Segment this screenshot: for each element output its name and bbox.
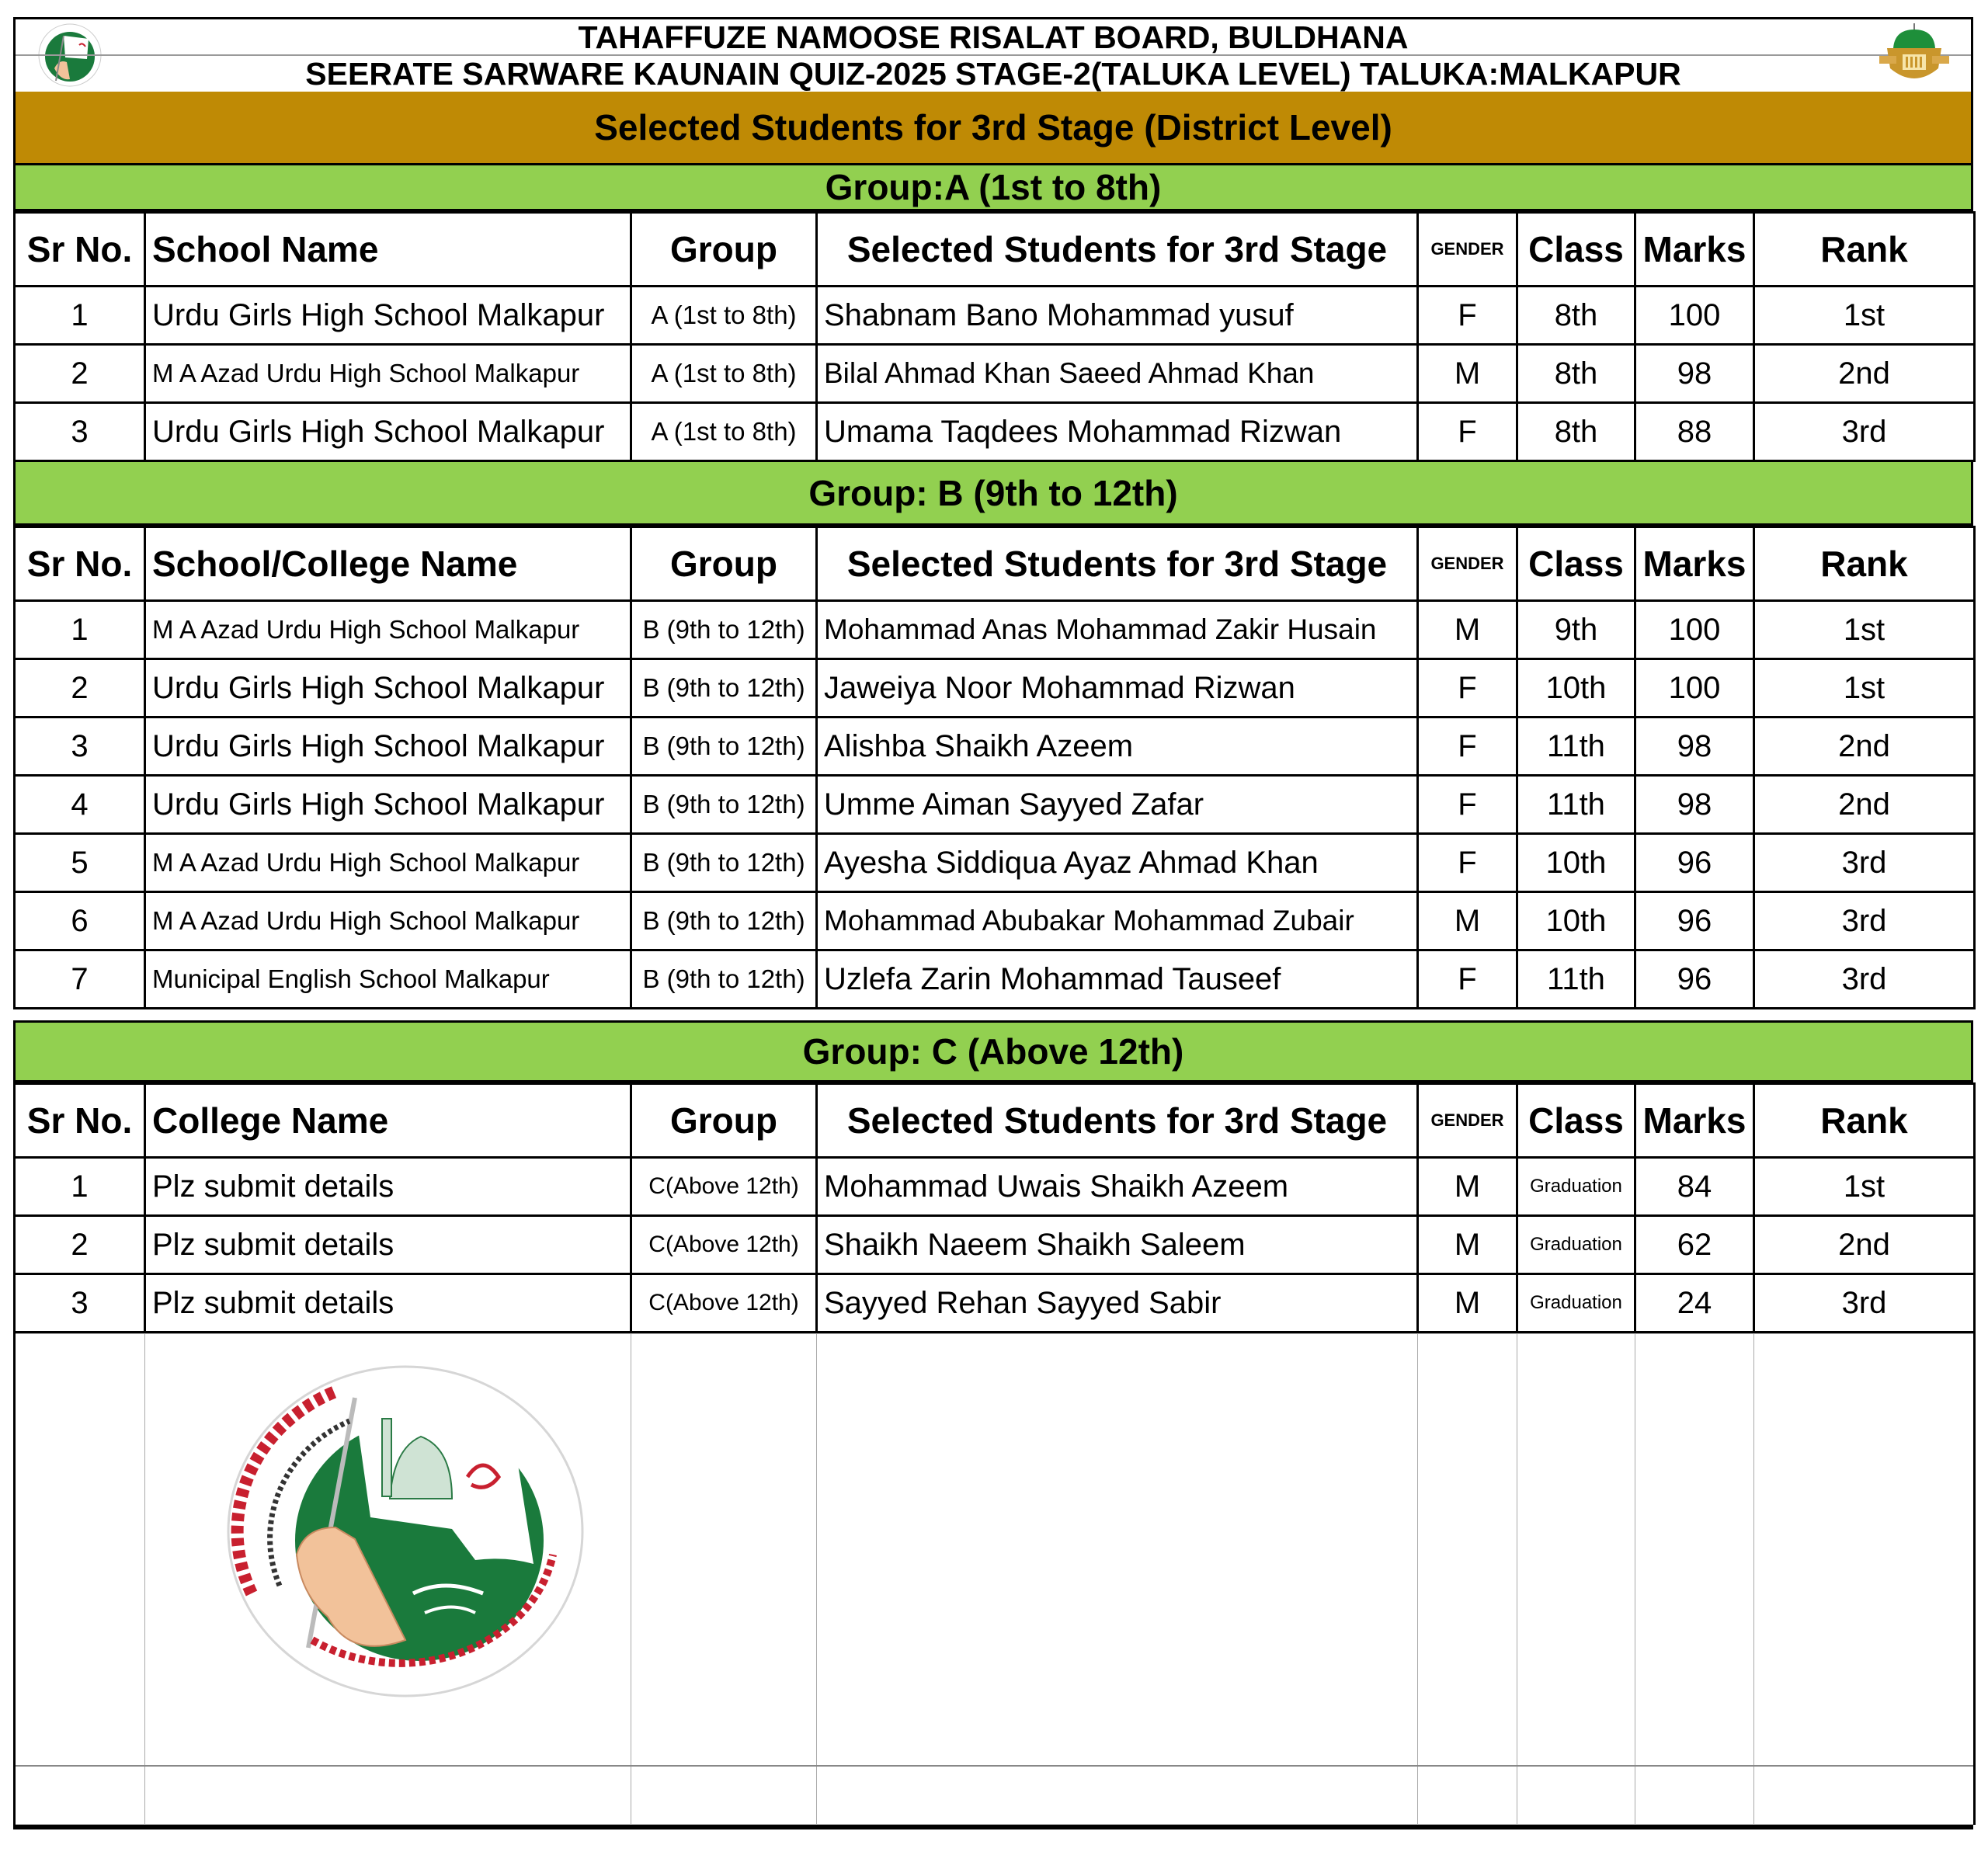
marks-cell: 100 (1635, 601, 1754, 659)
rank-cell: 1st (1754, 659, 1975, 718)
col-gender: GENDER (1418, 213, 1517, 287)
col-school: College Name (145, 1084, 631, 1158)
table-row (15, 718, 1975, 776)
student-cell: Umama Taqdees Mohammad Rizwan (817, 403, 1418, 461)
sr-cell: 3 (15, 403, 145, 461)
table-row (15, 403, 1975, 461)
sr-cell: 2 (15, 659, 145, 718)
sr-cell: 2 (15, 345, 145, 403)
school-cell: M A Azad Urdu High School Malkapur (145, 345, 631, 403)
rank-cell: 3rd (1754, 1274, 1975, 1333)
col-rank: Rank (1754, 213, 1975, 287)
rank-cell: 1st (1754, 601, 1975, 659)
col-sr: Sr No. (15, 1084, 145, 1158)
group-cell: B (9th to 12th) (631, 892, 817, 950)
group-b-table (13, 526, 1976, 1009)
table-row (15, 601, 1975, 659)
col-student: Selected Students for 3rd Stage (817, 527, 1418, 601)
school-cell: M A Azad Urdu High School Malkapur (145, 892, 631, 950)
marks-cell: 100 (1635, 287, 1754, 345)
col-gender: GENDER (1418, 1084, 1517, 1158)
table-row (15, 950, 1975, 1009)
rank-cell: 3rd (1754, 892, 1975, 950)
table-row (15, 659, 1975, 718)
class-cell: 8th (1517, 287, 1635, 345)
group-a-table (13, 211, 1976, 462)
school-cell: Plz submit details (145, 1158, 631, 1216)
school-cell: M A Azad Urdu High School Malkapur (145, 834, 631, 892)
marks-cell: 98 (1635, 718, 1754, 776)
quiz-title: SEERATE SARWARE KAUNAIN QUIZ-2025 STAGE-2(TALUKA LEVEL) TALUKA:MALKAPUR (305, 56, 1681, 92)
gender-cell: M (1418, 892, 1517, 950)
col-class: Class (1517, 527, 1635, 601)
group-c-table (13, 1082, 1976, 1333)
marks-cell: 96 (1635, 834, 1754, 892)
sr-cell: 1 (15, 287, 145, 345)
table-header-row (15, 527, 1975, 601)
col-student: Selected Students for 3rd Stage (817, 213, 1418, 287)
table-row (15, 834, 1975, 892)
col-class: Class (1517, 213, 1635, 287)
rank-cell: 3rd (1754, 950, 1975, 1009)
group-cell: C(Above 12th) (631, 1158, 817, 1216)
school-cell: M A Azad Urdu High School Malkapur (145, 601, 631, 659)
class-cell: 11th (1517, 718, 1635, 776)
col-rank: Rank (1754, 527, 1975, 601)
marks-cell: 62 (1635, 1216, 1754, 1274)
bottom-border (13, 1825, 1973, 1829)
gender-cell: F (1418, 950, 1517, 1009)
sr-cell: 4 (15, 776, 145, 834)
marks-cell: 84 (1635, 1158, 1754, 1216)
table-row (15, 1158, 1975, 1216)
col-group: Group (631, 527, 817, 601)
col-rank: Rank (1754, 1084, 1975, 1158)
dome-emblem-icon (1872, 22, 1957, 89)
table-row (15, 1216, 1975, 1274)
gender-cell: M (1418, 601, 1517, 659)
sr-cell: 7 (15, 950, 145, 1009)
group-cell: C(Above 12th) (631, 1274, 817, 1333)
marks-cell: 96 (1635, 892, 1754, 950)
school-cell: Urdu Girls High School Malkapur (145, 659, 631, 718)
school-cell: Urdu Girls High School Malkapur (145, 776, 631, 834)
class-cell: Graduation (1517, 1274, 1635, 1333)
rank-cell: 3rd (1754, 834, 1975, 892)
class-cell: Graduation (1517, 1158, 1635, 1216)
sr-cell: 5 (15, 834, 145, 892)
rank-cell: 2nd (1754, 776, 1975, 834)
table-row (15, 1274, 1975, 1333)
document-header (13, 17, 1973, 92)
marks-cell: 100 (1635, 659, 1754, 718)
group-cell: A (1st to 8th) (631, 287, 817, 345)
col-group: Group (631, 213, 817, 287)
student-cell: Uzlefa Zarin Mohammad Tauseef (817, 950, 1418, 1009)
marks-cell: 96 (1635, 950, 1754, 1009)
group-cell: B (9th to 12th) (631, 950, 817, 1009)
sr-cell: 2 (15, 1216, 145, 1274)
class-cell: 10th (1517, 834, 1635, 892)
class-cell: 10th (1517, 892, 1635, 950)
class-cell: 10th (1517, 659, 1635, 718)
rank-cell: 1st (1754, 1158, 1975, 1216)
rank-cell: 3rd (1754, 403, 1975, 461)
student-cell: Mohammad Abubakar Mohammad Zubair (817, 892, 1418, 950)
school-cell: Plz submit details (145, 1274, 631, 1333)
student-cell: Shaikh Naeem Shaikh Saleem (817, 1216, 1418, 1274)
org-title-row (132, 19, 1854, 55)
col-group: Group (631, 1084, 817, 1158)
school-cell: Urdu Girls High School Malkapur (145, 718, 631, 776)
class-cell: 11th (1517, 950, 1635, 1009)
board-logo-icon (219, 1360, 592, 1702)
gender-cell: F (1418, 403, 1517, 461)
sr-cell: 1 (15, 601, 145, 659)
school-cell: Urdu Girls High School Malkapur (145, 403, 631, 461)
class-cell: 9th (1517, 601, 1635, 659)
marks-cell: 98 (1635, 345, 1754, 403)
class-cell: Graduation (1517, 1216, 1635, 1274)
student-cell: Ayesha Siddiqua Ayaz Ahmad Khan (817, 834, 1418, 892)
sr-cell: 3 (15, 1274, 145, 1333)
col-marks: Marks (1635, 213, 1754, 287)
group-cell: B (9th to 12th) (631, 718, 817, 776)
group-c-title: Group: C (Above 12th) (13, 1020, 1973, 1082)
results-sheet (13, 17, 1973, 1829)
class-cell: 11th (1517, 776, 1635, 834)
col-sr: Sr No. (15, 527, 145, 601)
student-cell: Umme Aiman Sayyed Zafar (817, 776, 1418, 834)
gender-cell: M (1418, 1274, 1517, 1333)
school-cell: Municipal English School Malkapur (145, 950, 631, 1009)
sr-cell: 3 (15, 718, 145, 776)
rank-cell: 2nd (1754, 345, 1975, 403)
school-cell: Plz submit details (145, 1216, 631, 1274)
group-cell: B (9th to 12th) (631, 834, 817, 892)
table-row (15, 345, 1975, 403)
student-cell: Bilal Ahmad Khan Saeed Ahmad Khan (817, 345, 1418, 403)
gender-cell: F (1418, 718, 1517, 776)
col-school: School Name (145, 213, 631, 287)
gender-cell: M (1418, 345, 1517, 403)
empty-row (15, 1766, 1975, 1825)
gender-cell: F (1418, 659, 1517, 718)
group-cell: B (9th to 12th) (631, 659, 817, 718)
group-cell: B (9th to 12th) (631, 601, 817, 659)
group-cell: C(Above 12th) (631, 1216, 817, 1274)
footer-area (13, 1333, 1973, 1829)
class-cell: 8th (1517, 403, 1635, 461)
group-b-title: Group: B (9th to 12th) (13, 462, 1973, 526)
sr-cell: 1 (15, 1158, 145, 1216)
student-cell: Shabnam Bano Mohammad yusuf (817, 287, 1418, 345)
group-a-title: Group:A (1st to 8th) (13, 163, 1973, 211)
student-cell: Jaweiya Noor Mohammad Rizwan (817, 659, 1418, 718)
table-header-row (15, 1084, 1975, 1158)
marks-cell: 24 (1635, 1274, 1754, 1333)
student-cell: Mohammad Anas Mohammad Zakir Husain (817, 601, 1418, 659)
sr-cell: 6 (15, 892, 145, 950)
selection-banner: Selected Students for 3rd Stage (District Level) (13, 92, 1973, 163)
quiz-title-row (132, 56, 1854, 92)
student-cell: Mohammad Uwais Shaikh Azeem (817, 1158, 1418, 1216)
col-marks: Marks (1635, 527, 1754, 601)
student-cell: Sayyed Rehan Sayyed Sabir (817, 1274, 1418, 1333)
gender-cell: M (1418, 1216, 1517, 1274)
group-cell: A (1st to 8th) (631, 403, 817, 461)
group-cell: A (1st to 8th) (631, 345, 817, 403)
school-cell: Urdu Girls High School Malkapur (145, 287, 631, 345)
student-cell: Alishba Shaikh Azeem (817, 718, 1418, 776)
col-school: School/College Name (145, 527, 631, 601)
group-cell: B (9th to 12th) (631, 776, 817, 834)
class-cell: 8th (1517, 345, 1635, 403)
section-gap (13, 1009, 1973, 1020)
marks-cell: 88 (1635, 403, 1754, 461)
gender-cell: F (1418, 776, 1517, 834)
col-sr: Sr No. (15, 213, 145, 287)
table-row (15, 892, 1975, 950)
marks-cell: 98 (1635, 776, 1754, 834)
table-row (15, 287, 1975, 345)
rank-cell: 1st (1754, 287, 1975, 345)
col-class: Class (1517, 1084, 1635, 1158)
org-title: TAHAFFUZE NAMOOSE RISALAT BOARD, BULDHANA (578, 19, 1409, 55)
rank-cell: 2nd (1754, 718, 1975, 776)
table-row (15, 776, 1975, 834)
table-header-row (15, 213, 1975, 287)
gender-cell: F (1418, 287, 1517, 345)
col-student: Selected Students for 3rd Stage (817, 1084, 1418, 1158)
gender-cell: F (1418, 834, 1517, 892)
rank-cell: 2nd (1754, 1216, 1975, 1274)
col-gender: GENDER (1418, 527, 1517, 601)
gender-cell: M (1418, 1158, 1517, 1216)
col-marks: Marks (1635, 1084, 1754, 1158)
